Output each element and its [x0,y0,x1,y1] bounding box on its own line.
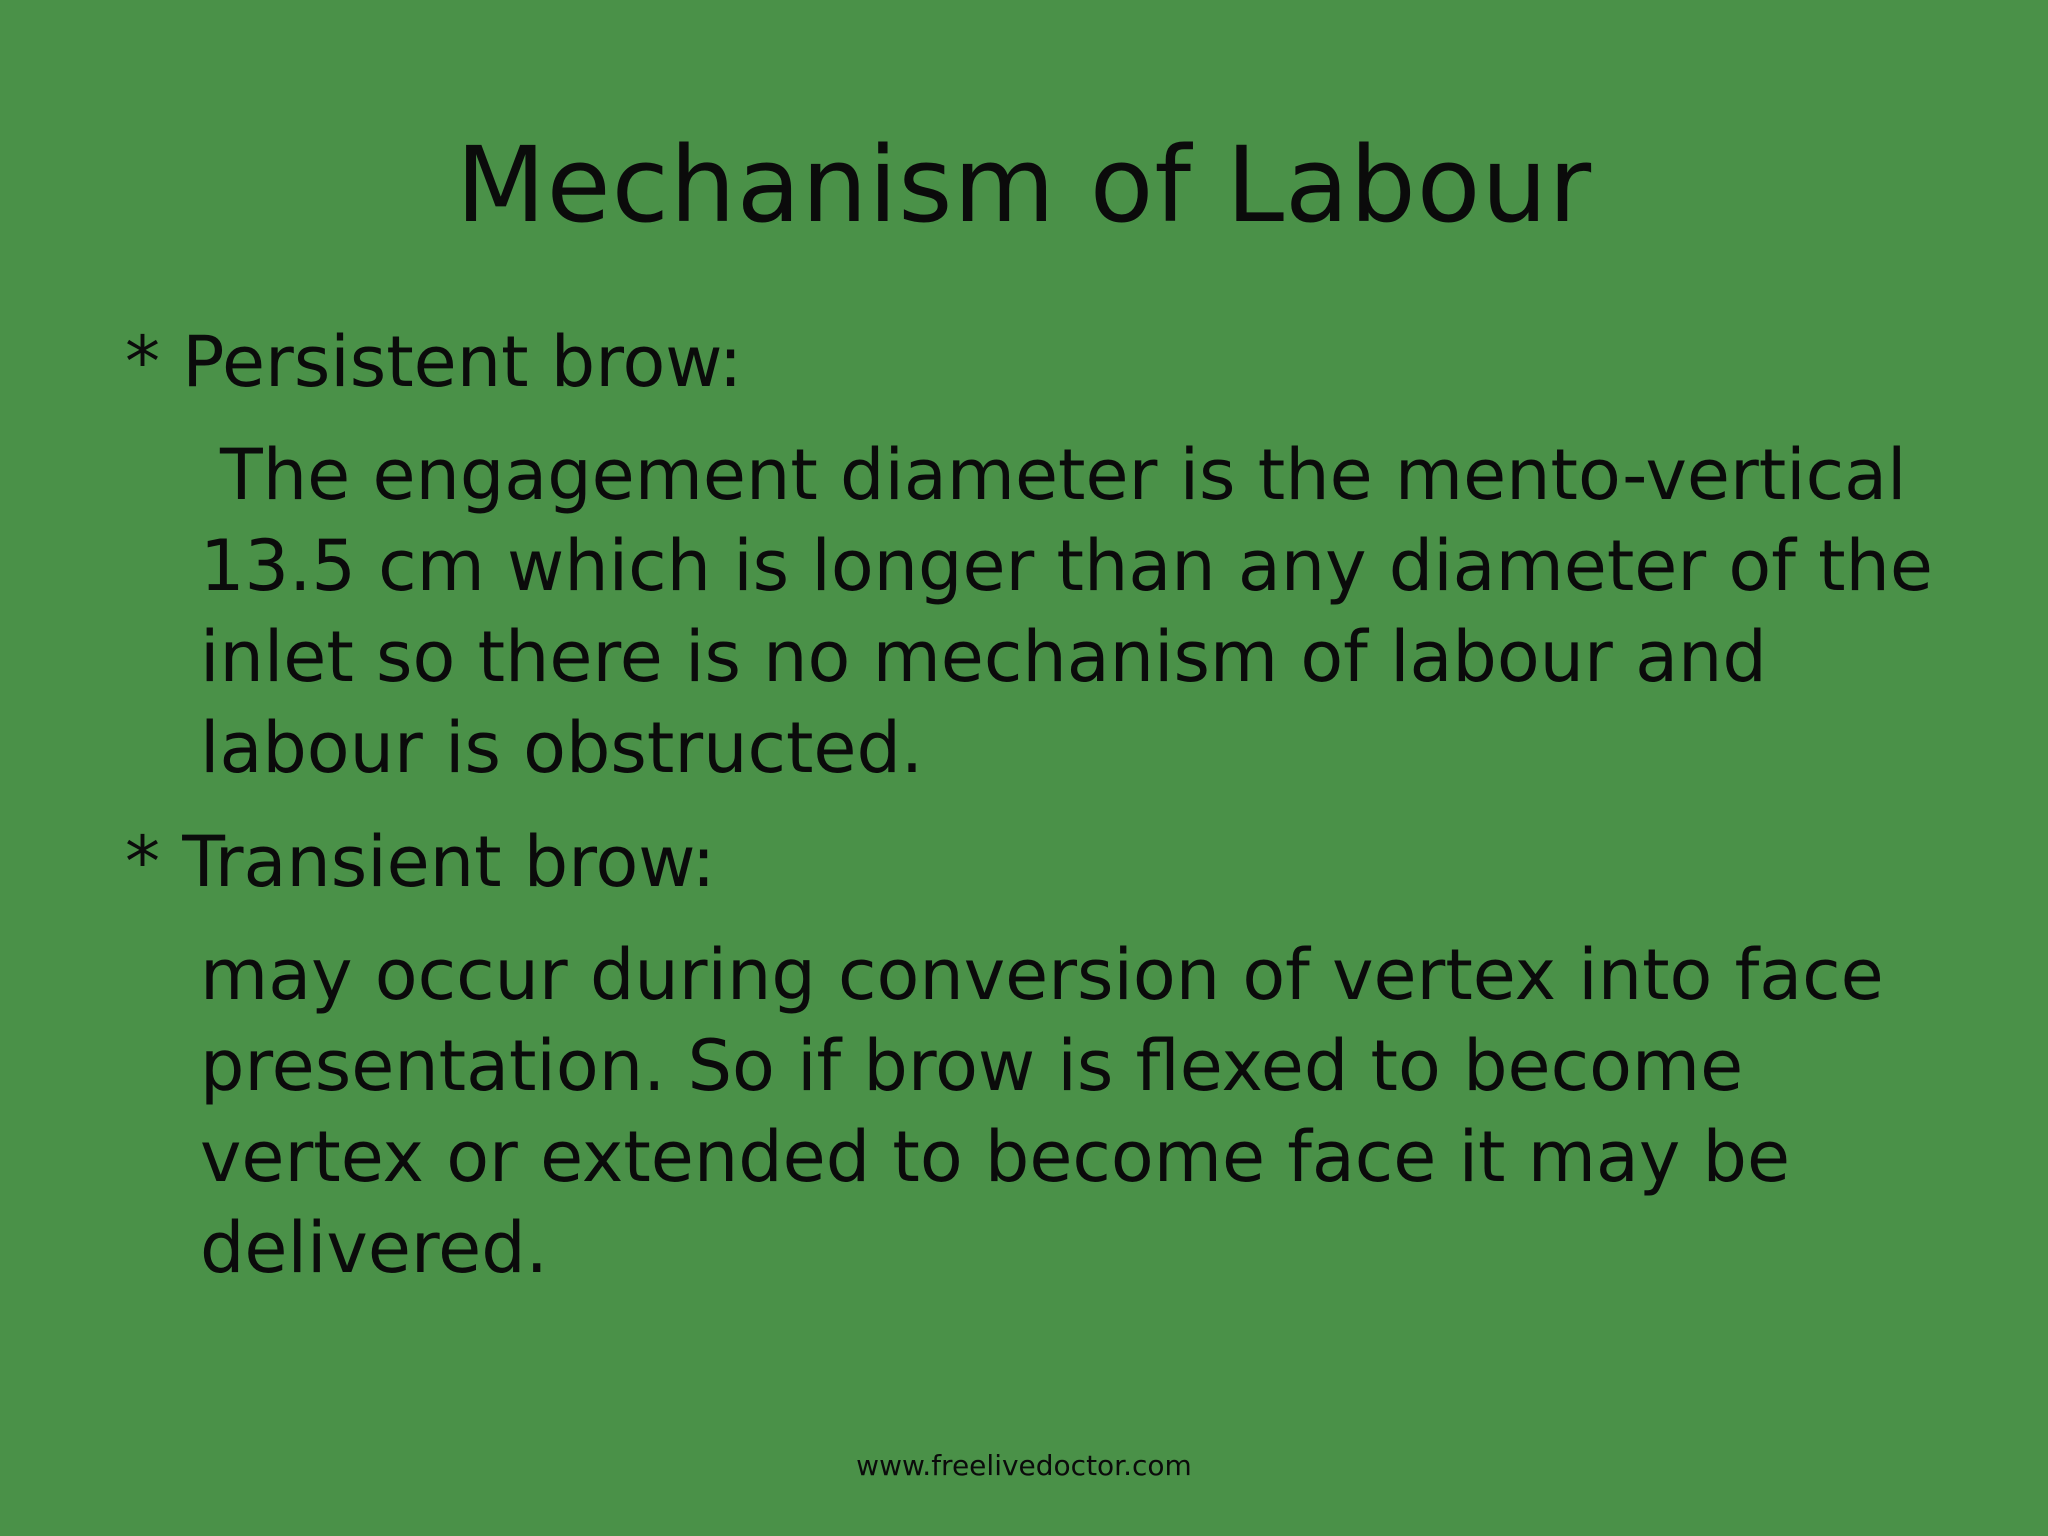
section-heading-transient-brow: * Transient brow: [125,821,716,903]
body-line: The engagement diameter is the mento-vertical [220,434,1907,516]
body-line: presentation. So if brow is flexed to become [200,1025,1744,1107]
body-line: delivered. [200,1207,548,1289]
section-heading-persistent-brow: * Persistent brow: [125,321,743,403]
body-line: vertex or extended to become face it may be [200,1116,1791,1198]
body-line: inlet so there is no mechanism of labour and [200,616,1767,698]
section-body-transient-brow [200,930,1920,1294]
slide-title: Mechanism of Labour [455,124,1593,246]
footer-url: www.freelivedoctor.com [856,1449,1192,1482]
section-body-persistent-brow [200,430,1933,794]
body-line: 13.5 cm which is longer than any diameter of the [200,525,1933,607]
body-line: may occur during conversion of vertex into face [200,934,1884,1016]
body-line: labour is obstructed. [200,707,924,789]
